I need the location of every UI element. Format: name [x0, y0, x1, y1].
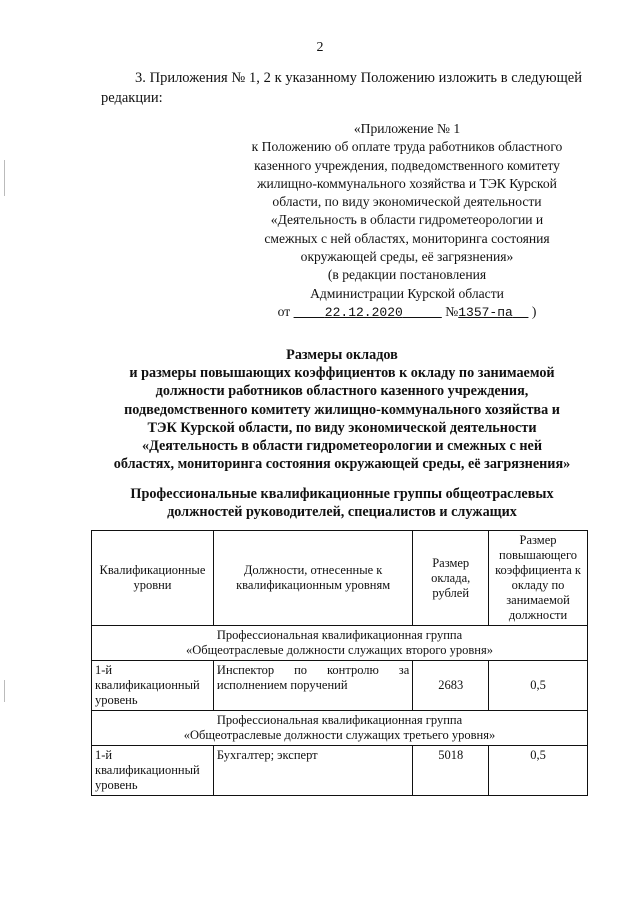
appendix-line: (в редакции постановления — [327, 267, 487, 283]
header-coefficient: Размер повышающего коэффициента к окладу по занимаемой должности — [489, 531, 588, 626]
heading-line: областях, мониторинга состояния окружающей среды, её загрязнения» — [113, 456, 571, 473]
table-header-row — [92, 531, 588, 626]
header-level: Квалификационные уровни — [92, 531, 214, 626]
group-title: Профессиональная квалификационная группа «Общеотраслевые должности служащих второго уровня» — [92, 626, 588, 661]
left-margin-mark — [4, 680, 5, 702]
heading-line: и размеры повышающих коэффициентов к окладу по занимаемой — [129, 365, 555, 382]
decree-date: 22.12.2020 — [324, 304, 403, 320]
left-margin-mark — [4, 160, 5, 196]
cell-level: 1-й квалификационный уровень — [92, 661, 214, 711]
appendix-line: «Деятельность в области гидрометеорологии и — [270, 212, 544, 228]
date-prefix: от — [277, 303, 291, 319]
cell-position: Бухгалтер; эксперт — [213, 746, 412, 796]
group-heading-line: Профессиональные квалификационные группы общеотраслевых — [130, 486, 554, 502]
salary-table — [91, 530, 588, 796]
group-heading-line: должностей руководителей, специалистов и служащих — [167, 504, 517, 521]
header-position: Должности, отнесенные к квалификационным уровням — [213, 531, 412, 626]
appendix-line: казенного учреждения, подведомственного комитету — [254, 157, 560, 173]
appendix-line: «Приложение № 1 — [353, 121, 461, 136]
appendix-block — [222, 120, 592, 322]
group-title-row — [92, 626, 588, 661]
heading-line: «Деятельность в области гидрометеорологии и смежных с ней — [141, 438, 543, 455]
page-number: 2 — [316, 40, 324, 55]
header-salary: Размер оклада, рублей — [413, 531, 489, 626]
group-title-row — [92, 711, 588, 746]
appendix-line: к Положению об оплате труда работников областного — [251, 139, 563, 155]
cell-coefficient: 0,5 — [489, 746, 588, 796]
closing-paren: ) — [531, 303, 537, 319]
heading-line: Размеры окладов — [286, 347, 398, 363]
cell-salary: 5018 — [413, 746, 489, 796]
document-heading — [82, 346, 602, 473]
heading-line: должности работников областного казенного учреждения, — [155, 383, 529, 400]
appendix-line: Администрации Курской области — [310, 285, 504, 301]
appendix-line: смежных с ней областях, мониторинга состояния — [264, 230, 550, 246]
table-row — [92, 661, 588, 711]
cell-salary: 2683 — [413, 661, 489, 711]
appendix-line: области, по виду экономической деятельности — [272, 194, 542, 210]
appendix-date-line — [222, 303, 592, 322]
cell-level: 1-й квалификационный уровень — [92, 746, 214, 796]
intro-paragraph: 3. Приложения № 1, 2 к указанному Положению изложить в следующей редакции: — [101, 70, 582, 106]
table-row — [92, 746, 588, 796]
group-heading — [82, 485, 602, 521]
heading-line: ТЭК Курской области, по виду экономической деятельности — [147, 419, 537, 436]
decree-number: 1357-па — [458, 304, 513, 320]
appendix-line: жилищно-коммунального хозяйства и ТЭК Курской — [257, 175, 557, 191]
number-prefix: № — [445, 303, 459, 319]
cell-position: Инспектор по контролю за исполнением поручений — [213, 661, 412, 711]
appendix-line: окружающей среды, её загрязнения» — [300, 249, 514, 265]
cell-coefficient: 0,5 — [489, 661, 588, 711]
group-title: Профессиональная квалификационная группа «Общеотраслевые должности служащих третьего уровня» — [92, 711, 588, 746]
heading-line: подведомственного комитету жилищно-коммунального хозяйства и — [124, 401, 560, 418]
